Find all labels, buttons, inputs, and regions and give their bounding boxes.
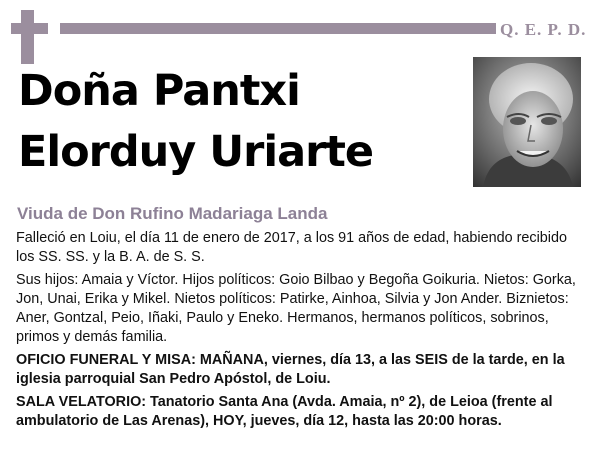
portrait-photo: [473, 57, 581, 187]
death-paragraph: Falleció en Loiu, el día 11 de enero de 2017, a los 91 años de edad, habiendo recibido los SS. SS. y la B. A. de S. S.: [16, 230, 567, 265]
family-paragraph: Sus hijos: Amaia y Víctor. Hijos políticos: Goio Bilbao y Begoña Goikuria. Nietos: Gorka, Jon, Unai, Erika y Mikel. Nietos políticos: Patirke, Ainhoa, Silvia y Jon Ander. Biznietos: Aner, Gontzal, Peio, Iñaki, Paulo y Eneko. Hermanos, hermanos políticos, sobrinos, primos y demás familia.: [16, 272, 576, 345]
header-bar: [60, 23, 496, 34]
rip-label: Q. E. P. D.: [500, 20, 587, 39]
deceased-name-last: Elorduy Uriarte: [18, 127, 374, 177]
deceased-name-first: Doña Pantxi: [18, 66, 300, 116]
funeral-paragraph: OFICIO FUNERAL Y MISA: MAÑANA, viernes, día 13, a las SEIS de la tarde, en la iglesia parroquial San Pedro Apóstol, de Loiu.: [16, 352, 565, 387]
subtitle-widow-of: Viuda de Don Rufino Madariaga Landa: [17, 204, 328, 223]
cross-icon: [0, 0, 60, 66]
notice-body: [16, 229, 588, 435]
wake-paragraph: SALA VELATORIO: Tanatorio Santa Ana (Avda. Amaia, nº 2), de Leioa (frente al ambulatorio de Las Arenas), HOY, jueves, día 12, hasta las 20:00 horas.: [16, 394, 553, 429]
